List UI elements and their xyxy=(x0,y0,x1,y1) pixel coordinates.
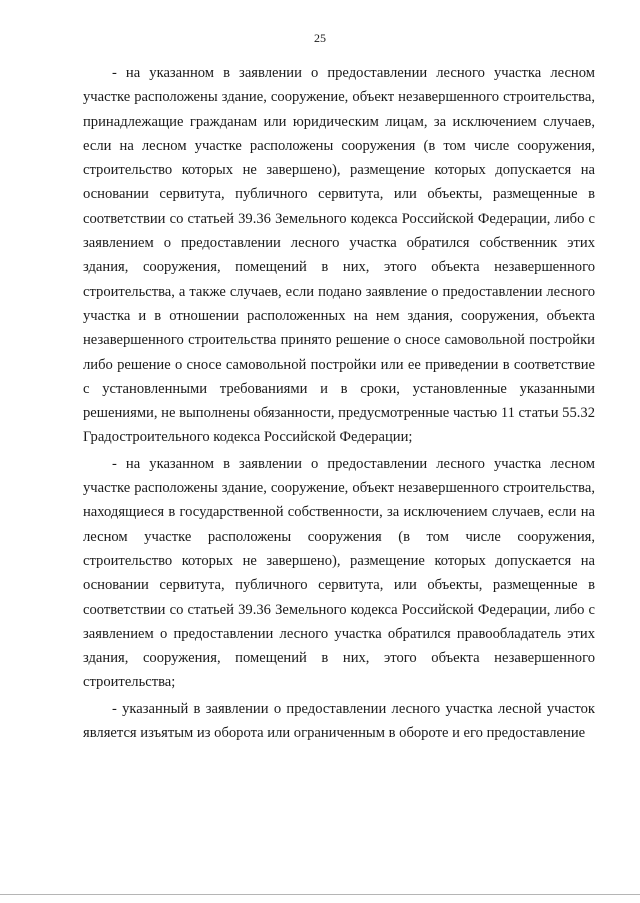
page-bottom-border xyxy=(0,894,640,895)
paragraph-building-state-owned: - на указанном в заявлении о предоставлении лесного участка лесном участке расположены здание, сооружение, объект незавершенного строительства, находящиеся в государственной собственности, за исключением случаев, если на лесном участке расположены сооружения (в том числе сооружения, строительство которых не завершено), размещение которых допускается на основании сервитута, публичного сервитута, или объекты, размещенные в соответствии со статьей 39.36 Земельного кодекса Российской Федерации, либо с заявлением о предоставлении лесного участка обратился правообладатель этих здания, сооружения, помещений в них, этого объекта незавершенного строительства; xyxy=(83,455,595,691)
paragraph-withdrawn-from-circulation: - указанный в заявлении о предоставлении лесного участка лесной участок является изъятым из оборота или ограниченным в обороте и его предоставление xyxy=(83,700,595,742)
paragraph-building-owned-by-citizens: - на указанном в заявлении о предоставлении лесного участка лесном участке расположены здание, сооружение, объект незавершенного строительства, принадлежащие гражданам или юридическим лицам, за исключением случаев, если на лесном участке расположены сооружения (в том числе сооружения, строительство которых не завершено), размещение которых допускается на основании сервитута, публичного сервитута, или объекты, размещенные в соответствии со статьей 39.36 Земельного кодекса Российской Федерации, либо с заявлением о предоставлении лесного участка обратился собственник этих здания, сооружения, помещений в них, этого объекта незавершенного строительства, а также случаев, если подано заявление о предоставлении лесного участка и в отношении расположенных на нем здания, сооружения, объекта незавершенного строительства принято решение о сносе самовольной постройки либо решение о сносе самовольной постройки или ее приведении в соответствие с установленными требованиями и в сроки, установленные указанными решениями, не выполнены обязанности, предусмотренные частью 11 статьи 55.32 Градостроительного кодекса Российской Федерации; xyxy=(83,65,595,446)
document-body xyxy=(83,61,595,745)
page-number: 25 xyxy=(314,31,326,45)
